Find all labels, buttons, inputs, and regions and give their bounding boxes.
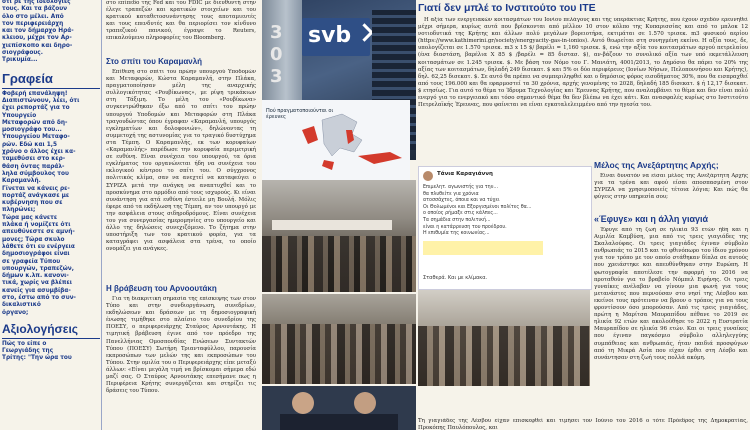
left-section1-line: έχει ρεπορτάζ για το — [2, 105, 70, 112]
left-section1-line: πληρώνει; — [2, 207, 36, 214]
divider — [2, 338, 100, 339]
left-section1-line: κυβέρνηση που σε — [2, 200, 63, 207]
subheading-arnoutakis: Η βράβευση του Αρνοουτάκη — [106, 284, 217, 293]
left-section1-line: Φοβερή επανάληψη! — [2, 90, 68, 97]
column-two — [106, 0, 256, 430]
left-section1-line: τικά, χωρίς να βλέπει — [2, 280, 72, 287]
left-section1-line: ταμεθύσει στο κερ- — [2, 156, 66, 163]
map-caption: Πού πραγματοποιούνται οι έρευνες — [266, 108, 334, 120]
bottom-article-text: Τη γιαγιάδες της Λέσβου είχαν επισκεφθεί και τιμήσει τον Ιούνιο του 2016 ο τότε Πρόεδρος της Δημοκρατίας, Προκόπης Παυλόπουλος, και — [418, 418, 748, 430]
avatar — [423, 171, 433, 181]
map-graphic — [262, 100, 410, 180]
column-four-bottom — [418, 418, 748, 430]
protest-photo-1 — [262, 180, 416, 292]
left-section1-line: δήμων κ.λπ. κανονι- — [2, 273, 69, 280]
person-1 — [292, 392, 314, 414]
left-section1-line: πλάκα ή νομίζετε ότι — [2, 222, 71, 229]
crowd-figures-3 — [418, 326, 590, 386]
social-post-text — [423, 185, 587, 238]
left-intro-line: χιεπίσκοπο και δηρο- — [2, 42, 73, 49]
left-section1-line: Μεταφορών από δη- — [2, 119, 68, 126]
protest-photo-2 — [262, 294, 416, 384]
left-section2-line: Γεωργιάδης της — [2, 348, 54, 355]
grandmother-article-text: Έφυγε από τη ζωή σε ηλικία 93 ετών ήδη και η Αιμιλία Καμβύση, μια από τις τρεις γιαγιάδες της Σκαλαλούφας. Οι τρεις γιαγιάδες έγιναν σύμβολο ανθρωπιάς το 2015 και το φθινόπωρο του ίδιου χρόνου για τον τρόπο με τον οποίο στάθηκαν δίπλα σε αυτούς που χρειάστηκε και απευθύνθηκαν στην Ευρώπη. Η φωτογραφία αποτέλεσε την αφορμή το 2016 να προταθούν για το βραβείο Νόμπελ Ειρήνης. Οι τρεις γυναίκες ανέλαβαν να γίνουν μια φωνή για τους μετανάστες που περνούσαν στο νησί της Λέσβου και εκείνοι τους πρότειναν να βρουν ο τρόπος για να τους φροντίσουν όσο μπορούσαν. Από τις τρεις γιαγιάδες, πρώτη η Μαρίτσα Μαυραπίδου πέθανε το 2019 σε ηλικία 92 ετών και ακολούθησε το 2022 η Ευστρατία Μαυραπίδου σε ηλικία 96 ετών. Και οι τρεις γυναίκες που έγιναν παγκόσμιο σύμβολο αλληλεγγύης συμπάθειας και ανθρωπιάς, ήταν παιδιά προσφύγων από τη Μικρά Ασία που είχαν έρθει στη Λέσβο και συνάντησαν στη ζωή τους πολλά ακόμη. — [594, 227, 748, 361]
left-section1-line: δικαλιστικό — [2, 302, 41, 309]
column-separator — [101, 0, 102, 430]
left-section1-line: χρόνο ο άλλος έχει κα- — [2, 149, 76, 156]
left-section2-text — [2, 341, 100, 363]
social-highlight — [423, 241, 543, 255]
left-section1-line: θάση όντας παράλ- — [2, 163, 65, 170]
left-section1-line: δημοσιογράφοι είναι — [2, 251, 70, 258]
headline-grandmother: «Έφυγε» και η άλλη γιαγιά — [594, 214, 709, 224]
left-section1-line: κανείς για ασυμβίβα- — [2, 287, 71, 294]
svb-logo: svb — [308, 23, 352, 48]
left-section2-line: Τρίτης: "Την ώρα του — [2, 355, 72, 362]
column-four-right — [594, 156, 748, 430]
social-post — [418, 166, 592, 290]
ite-article-text: Η αξία των ενεργειακών κοιτασμάτων του Ιονίου πελάγους και της υπεράκτιας Κρήτης, που έχουν σχεδόν ερευνηθεί μέχρι σήμερα, κυρίως αυτά που βρίσκονται από μέλλον 10 στον κόλπο της Κυπαρισσίας και από το μπλοκ 12 νοτιοδυτικά της Κρήτης και άλλων πολύ μεγάλων βορειοτήρα, εκτιμάται σε 1.570 τρισεκ. m3 φυσικού αερίου (https://www.kathimerini.gr/society/energyacity-gas-in-ionios). Αυτό θεωρείται στη συνηγμένη εκείνο. Η αξία τους, δε, υπολογίζεται σε 1.570 τρισεκ. m3 x 15 $/ βαρέλι = 1,160 τρισεκ. $, ενώ την αξία του κοιτασμάτων αργού πετρελαίου (ένα διαστάση, βαρέλια X 85 $ /βαρέλι = 85 διστασ. $), αν-βάζουν το συνολικό αξία των υπό εκμετάλλευση κοιτασμάτων σε 1.245 τρισεκ. $. Με βάση τον Νόμο του Γ. Μανιάτη, 4001/2013, το Δημόσιο θα πάρει το 20% της αξίας των κοιτασμάτων, δηλαδή 249 δισεκατ. $ και 5% οι δύο περιφέρειες (Ιονίων Νήσων, Πελοποννήσου και Κρήτης), δηλ. 62,25 δισεκατ. $. Σε αυτό θα πρέπει να συμπεριληφθεί και ο δημόσιος φόρος εισοδήματος 30%, που θα εισπραχθεί από τους 196.000 και θα εφαρμοστεί τα 30 χρόνια, αρχής γενομένης το 2028, δηλαδή 185 δισεκατ. $ ή 12,17 δισεκατ. $ ετησίως. Για αυτό το θέμα το Ίδρυμα Τεχνολογίας και Έρευνας Κρήτης, που αναλαμβάνει το θέμα και δεν είναι πολύ ενεργό για το ενεργειακό και τόσο σημαντικό θέμα θα δεν βλέπω να έχει κάτι. Και ανασφαλές κυρίως στο Ινστιτούτο Πετρελαϊκής Έρευνας, που φαίνεται να είναι εγκαταλελειμμένο από την ηγεσία του. — [418, 17, 748, 109]
divider — [2, 88, 100, 89]
crowd-figures — [262, 236, 416, 292]
building-digits: 3 0 3 — [270, 22, 283, 87]
social-username: Τάνια Καραγιάννη — [437, 171, 493, 177]
left-intro-line: και τον δήμαρχο Ηρά- — [2, 28, 74, 35]
section-title-axiologiseis: Αξιολογήσεις — [2, 321, 79, 336]
left-section1-line: μονες; Τώρα σκυλο — [2, 236, 65, 243]
left-section1-line: Καραμανλή. — [2, 178, 41, 185]
col2-top-text: στο επίπεδο της Fed και του FDIC με διευθυντή στην έλεγε τραπεζών και κρατικών στοιχείων και του κρατικού καταθετοσυνάντησης τους αποταμιευτές και τους επενδυτές και θα περιορίσει τον κίνδυνο τραπεζικού πανικού, έγραψε το Reuters, επικαλούμενο πληροφορίες του Bloomberg. — [106, 0, 256, 42]
left-section1-line: ληλα σύμβουλος του — [2, 170, 69, 177]
left-section1-line: Διαπιστώνουν, λέει, ότι — [2, 97, 80, 104]
map-shapes — [262, 100, 410, 180]
left-section1-line: ρών. Εδώ και 1,5 — [2, 141, 58, 148]
headline-member: Μέλος της Ανεξάρτητης Αρχής; — [594, 160, 719, 170]
crowd-figures-2 — [262, 324, 416, 384]
left-intro-line: Τρικυμία... — [2, 57, 38, 64]
person-suits — [280, 414, 398, 430]
left-section1-line: πορτάζ ανάγκασε με — [2, 192, 70, 199]
left-intro-text — [2, 0, 100, 65]
social-post-line: είναι η κατάρρευση του προέδρου. — [423, 224, 507, 230]
left-section1-text — [2, 91, 100, 317]
protest-photo-3 — [418, 290, 590, 386]
left-intro-line: όλο στο μέλει. Από — [2, 13, 64, 20]
social-post-line: Η επιθυμία της κοινωνίας... — [423, 231, 490, 237]
left-section1-line: Υπουργείου Μεταφο- — [2, 134, 70, 141]
social-post-line: Επιμελητ. αγωνιστής για την... — [423, 185, 498, 190]
headline-ite: Γιατί δεν μπλέ το Ινστιτούτο του ΙΤΕ — [418, 2, 596, 14]
left-intro-line: τον περιφερειάρχη — [2, 20, 64, 27]
left-section1-line: Τώρα μας κάνετε — [2, 214, 58, 221]
column-four — [418, 0, 748, 166]
left-section2-line: Πώς το είπε ο — [2, 340, 47, 347]
left-intro-line: ότι ρε της ιδεολογίες — [2, 0, 71, 5]
left-intro-line: τους. Και τα βάζουν — [2, 6, 68, 13]
left-section1-line: στο, έστω από το συν- — [2, 294, 76, 301]
social-post-line: Τα σημάδια στην πολιτική... — [423, 217, 491, 223]
officials-photo — [262, 386, 416, 430]
social-post-line: θα πλυθείτε για χρόνια — [423, 191, 479, 197]
subheading-karamanli: Στο σπίτι του Καραμανλή — [106, 57, 203, 66]
left-section1-line: Υπουργείο — [2, 112, 37, 119]
left-section1-line: όργανο; — [2, 309, 29, 316]
left-section1-line: σε γραφεία Τύπου — [2, 258, 61, 265]
social-footer: Σταθερά. Και με κλίμακα. — [423, 275, 488, 281]
col2-karamanli-text: Επίθεση στο σπίτι του πρώην υπουργού Υποδομών και Μεταφορών, Κώστα Καραμανλή, στην Πλάκα, πραγματοποίησαν μέλη της αναρχικής συλλογικότητας «Ρουβίκωνας», με ρίψη τρικάκιων στη Τάξιμη. Το μέλη του «Ρουβίκωνα» συγκεντρώθηκαν έξω από το σπίτι του πρώην υπουργού Υποδομών και Μεταφορών στη Πλάκα τραγουδώντας όπου έγραφαν «Καραμανλή, υπουργός εγκληματίων και δολοφονιών», δηλώνοντας τη συμμετοχή της αστυνομίας για το τραγικό δυστύχημα στα Τέμπη. Ο Καραμανλής, εκ των κορυφαίων «Καραμανλής» παρέδωσε την κορυφαία περιμετρική σε ευθύνη. Είναι συνέχεια του υπουργού, τα όρια εγκλήματος του οργανώνεται ήδη να συνέχεια του εκλογικού κέντρου το σπίτι του. Ο σύγχρονος πολιτικός κλίμα, σαν να ανεχτεί να καταφεύγει ο ΣΥΡΙΖΑ μετά την ανάγκη να αναπτυχθεί και το προσκύνημα στο αρμόδιο από τους ισχυρούς. Κι είναι συνάντηση για ατά ευθύνη έστειλε μη Βουλή. Μόλις έφερε από τα εκδήλωση της Τέμπη, αν τον υπουργό με την ασφάλεια στους σιδηροδρόμους. Είναι συνέχεια του για συνεργασίας ημερομηνίες στο υπουργείο και άλλο της δηλώσεις συνεχιζόμενο. Το ζήτημα στην υποστήριξη των του κρατικού φορέα, για τα καταγράφει για ασφάλεια στα τρένα, το οποίο ονομάζει για ανάγκες. — [106, 69, 256, 253]
left-section1-line: υπουργών, τραπεζών, — [2, 265, 74, 272]
left-section1-line: απευθύνεστε σε αμνή- — [2, 229, 75, 236]
left-column — [0, 0, 103, 430]
social-post-line: Οι Θολωμένοι και Εξοργισμένοι πολίτες θα... — [423, 204, 532, 210]
col2-arnoutakis-text: Για τη διακριτική σημασία της επίσκεψης των στον Τύπο και στην συνδιοργάνωση, συνεδρίων, εκδηλώσεων και δράσεων με τη δημοσιογραφική ένωσης τιμήθηκε στο πλαίσιο του συνεδρίου της ΠΟΕΣΥ, ο περιφερειάρχης Σταύρος Αρνουτάκης. Η τιμητική βράβευση έγινε από τον πρόεδρο της Πανελλήνιας Ομοσπονδίας Ενώσεων Συντακτών Τύπου (ΠΟΕΣΥ) Σωτήρη Τριανταφύλλου, παρουσία εκπροσώπων των μελών της και εκπροσώπων του Τύπου. Στην ομιλία του ο Περιφερειάρχης είπε μεταξύ άλλων: «Είναι μεγάλη τιμή να βρίσκομαι σήμερα εδώ μαζί σας. Ο Σταύρος Αρνουτάκης επεσήμανε πως η Περιφέρεια Κρήτης συνεργάζεται και στηρίζει τις δράσεις του Τύπου. — [106, 296, 256, 395]
person-2 — [354, 392, 376, 414]
left-intro-line: κλειου, μέχρι τον Αρ- — [2, 35, 72, 42]
member-article-text: Είναι δυνατόν να είσαι μέλος της Ανεξάρτητη Αρχής για τα τρένα και αφού είσαι αποσπασμένη στον ΣΥΡΙΖΑ να χρησιμοποιείς τέτοια λόγια; Και πώς θα φύγεις στην υπηρεσία σου; — [594, 173, 748, 201]
social-post-line: ο οποίος ρήμαξε στις κάλπες... — [423, 211, 498, 217]
section-title-grafeia: Γραφεία — [2, 70, 53, 86]
left-section1-line: λάθετε ότι ευ ενέργεια — [2, 243, 75, 250]
left-intro-line: σιογράφους. — [2, 50, 43, 57]
banner — [272, 220, 392, 230]
social-post-line: ατοσσάχτες, όποια και να τύχει — [423, 198, 500, 204]
left-section1-line: Γίνεται να κάνεις ρε- — [2, 185, 70, 192]
left-section1-line: μοσιογράφο του... — [2, 127, 62, 134]
